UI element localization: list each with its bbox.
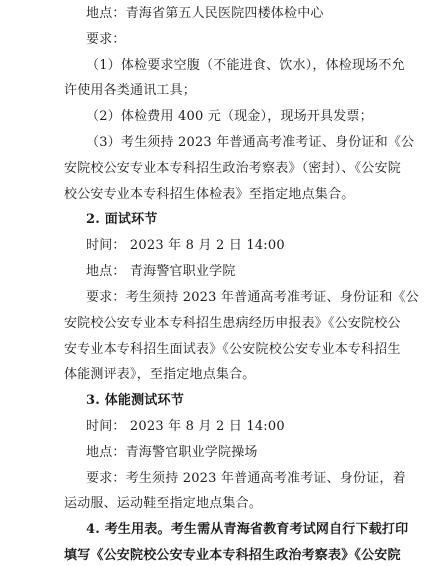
interview-requirements-line-2: 安院校公安专业本专科招生患病经历申报表》《公安院校公 [64,316,401,331]
fitness-time-line: 时间： 2023 年 8 月 2 日 14:00 [86,419,285,434]
interview-requirements-line-1: 要求：考生须持 2023 年普通高考准考证、身份证和《公 [86,290,419,305]
section-forms-line-2: 填写《公安院校公安专业本专科招生政治考察表》《公安院 [64,548,401,563]
requirement-3-line-1: （3）考生须持 2023 年普通高考准考证、身份证和《公 [86,135,415,150]
requirement-2-line: （2）体检费用 400 元（现金），现场开具发票； [86,109,373,124]
requirement-3-line-2: 安院校公安专业本专科招生政治考察表》（密封）、《公安院 [64,161,401,176]
interview-time-line: 时间： 2023 年 8 月 2 日 14:00 [86,238,285,253]
requirement-1-line-1: （1）体检要求空腹（不能进食、饮水），体检现场不允 [86,58,405,73]
interview-location-line: 地点： 青海警官职业学院 [86,264,236,279]
fitness-location-line: 地点：青海警官职业学院操场 [86,445,258,460]
section-fitness-heading: 3. 体能测试环节 [86,393,184,408]
exam-location-line: 地点：青海省第五人民医院四楼体检中心 [86,6,324,21]
fitness-requirements-line-2: 运动服、运动鞋至指定地点集合。 [64,496,263,511]
section-interview-heading: 2. 面试环节 [86,212,158,227]
requirements-heading: 要求： [86,32,126,47]
interview-requirements-line-4: 体能测评表》，至指定地点集合。 [64,367,256,382]
requirement-3-line-3: 校公安专业本专科招生体检表》至指定地点集合。 [64,187,355,202]
section-forms-line-1: 4. 考生用表。考生需从青海省教育考试网自行下载打印 [86,522,409,537]
fitness-requirements-line-1: 要求：考生须持 2023 年普通高考准考证、身份证，着 [86,471,406,486]
interview-requirements-line-3: 安专业本专科招生面试表》《公安院校公安专业本专科招生 [64,342,401,357]
requirement-1-line-2: 许使用各类通讯工具； [64,83,197,98]
